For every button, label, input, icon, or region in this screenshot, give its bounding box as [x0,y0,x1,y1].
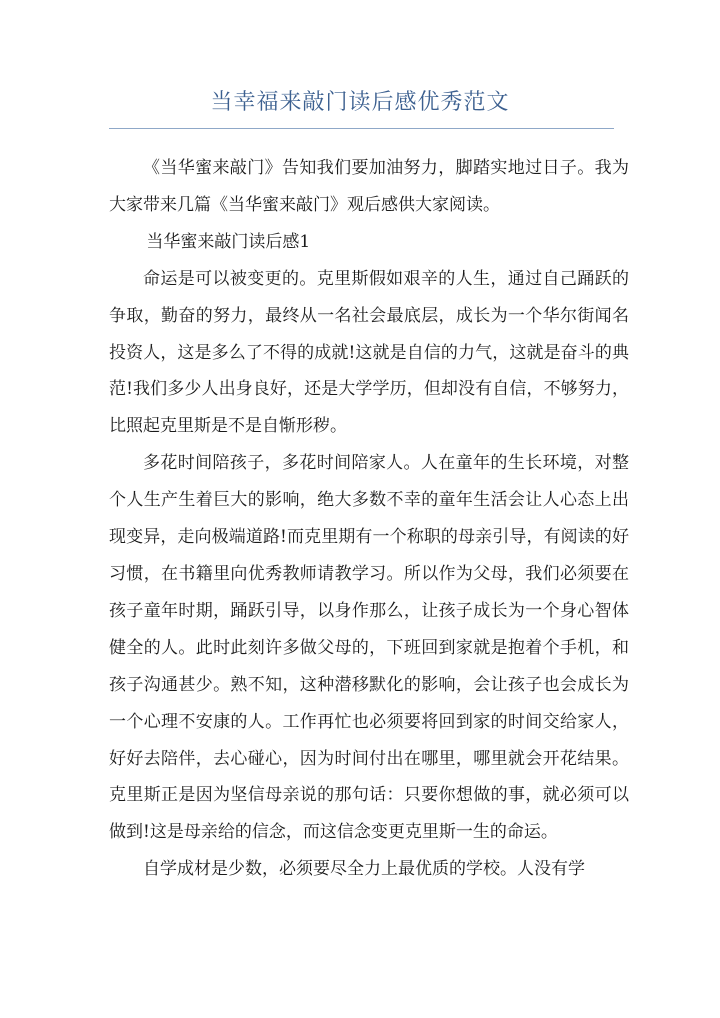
section-heading: 当华蜜来敲门读后感1 [146,231,311,252]
title-divider [109,128,614,129]
article-body [109,150,629,888]
intro-paragraph: 《当华蜜来敲门》告知我们要加油努力，脚踏实地过日子。我为大家带来几篇《当华蜜来敲门》观后感供大家阅读。 [109,158,629,215]
page-title: 当幸福来敲门读后感优秀范文 [210,90,510,115]
body-paragraph: 多花时间陪孩子，多花时间陪家人。人在童年的生长环境，对整个人生产生着巨大的影响，绝大多数不幸的童年生活会让人心态上出现变异，走向极端道路!而克里期有一个称职的母亲引导，有阅读的好习惯，在书籍里向优秀教师请教学习。所以作为父母，我们必须要在孩子童年时期，踊跃引导，以身作那么，让孩子成长为一个身心智体健全的人。此时此刻许多做父母的，下班回到家就是抱着个手机，和孩子沟通甚少。熟不知，这种潜移默化的影响，会让孩子也会成长为一个心理不安康的人。工作再忙也必须要将回到家的时间交给家人，好好去陪伴，去心碰心，因为时间付出在哪里，哪里就会开花结果。克里斯正是因为坚信母亲说的那句话：只要你想做的事，就必须可以做到!这是母亲给的信念，而这信念变更克里斯一生的命运。 [109,453,629,843]
body-paragraph: 自学成材是少数，必须要尽全力上最优质的学校。人没有学 [143,859,585,880]
body-paragraph: 命运是可以被变更的。克里斯假如艰辛的人生，通过自己踊跃的争取，勤奋的努力，最终从一名社会最底层，成长为一个华尔街闻名投资人，这是多么了不得的成就!这就是自信的力气，这就是奋斗的典范!我们多少人出身良好，还是大学学历，但却没有自信，不够努力，比照起克里斯是不是自惭形秽。 [109,268,629,437]
